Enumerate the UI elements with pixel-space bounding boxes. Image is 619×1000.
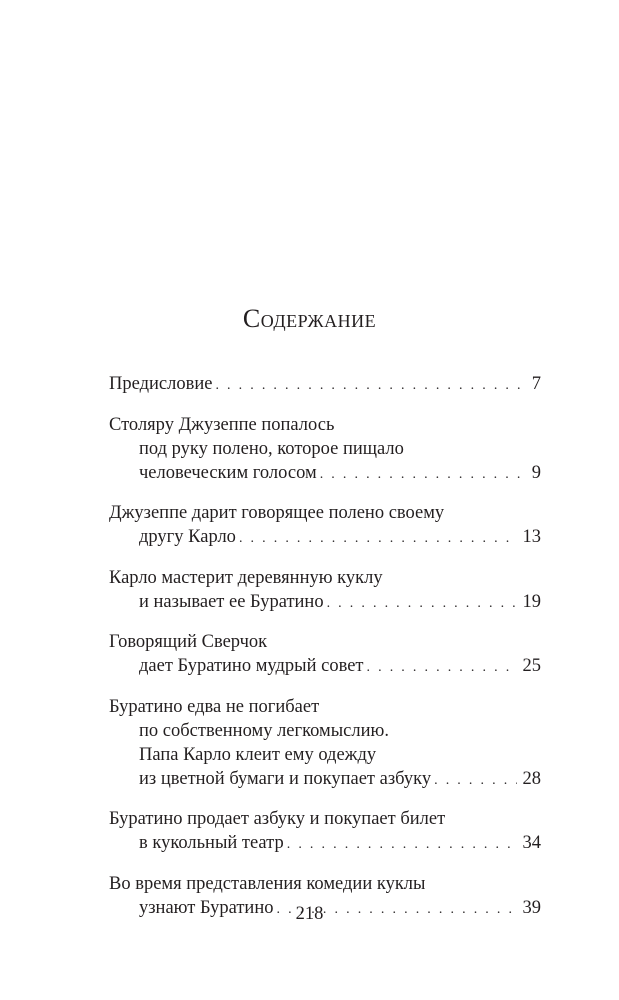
toc-line	[109, 743, 541, 767]
dot-leader	[320, 463, 526, 487]
toc-entry-text: из цветной бумаги и покупает азбуку	[139, 768, 432, 789]
toc-entry-text: Предисловие	[109, 374, 213, 394]
dot-leader	[367, 656, 517, 680]
toc-entry	[109, 807, 541, 855]
toc-line	[109, 566, 541, 590]
toc-line	[109, 767, 541, 791]
toc-page-number: 34	[522, 833, 541, 853]
toc-line	[109, 831, 541, 855]
toc-entry-text: Говорящий Сверчок	[109, 632, 268, 652]
toc-line	[109, 590, 541, 614]
toc-page-number: 13	[522, 527, 541, 547]
page-number: 218	[295, 904, 324, 924]
toc-line	[109, 461, 541, 485]
dot-leader	[215, 374, 525, 398]
toc-page-number: 25	[522, 656, 541, 676]
toc-line	[109, 525, 541, 549]
toc-entry	[109, 630, 541, 678]
toc-page-number: 39	[522, 897, 541, 918]
dot-leader	[327, 592, 517, 616]
toc-entry	[109, 695, 541, 791]
page-title: Содержание	[242, 304, 377, 333]
dot-leader	[239, 527, 517, 551]
toc-entry-text: Буратино едва не погибает	[109, 696, 320, 717]
toc-entry-text: человеческим голосом	[139, 462, 317, 483]
toc-page-number: 28	[522, 768, 541, 789]
toc-line	[109, 654, 541, 678]
toc-entry	[109, 372, 541, 396]
toc-entry-text: Папа Карло клеит ему одежду	[139, 744, 377, 765]
dot-leader	[287, 833, 517, 857]
toc-entry-text: Карло мастерит деревянную куклу	[109, 567, 383, 588]
toc-line	[109, 872, 541, 896]
toc-entry-text: Буратино продает азбуку и покупает билет	[109, 809, 446, 829]
toc-line	[109, 719, 541, 743]
toc-entry	[109, 566, 541, 614]
toc-line	[109, 413, 541, 437]
toc-entry	[109, 501, 541, 549]
toc-entry-text: дает Буратино мудрый совет	[139, 656, 364, 676]
toc-page-number: 9	[531, 462, 541, 483]
toc-line	[109, 807, 541, 831]
toc-entry-text: Джузеппе дарит говорящее полено своему	[109, 503, 445, 523]
toc-entry-text: Столяру Джузеппе попалось	[109, 414, 335, 435]
toc-entry-text: в кукольный театр	[139, 833, 284, 853]
dot-leader	[434, 769, 516, 793]
toc-page-number: 19	[522, 591, 541, 612]
toc-line	[109, 437, 541, 461]
toc-entry	[109, 413, 541, 485]
toc-page-number: 7	[531, 374, 541, 394]
table-of-contents	[109, 372, 541, 936]
toc-entry-text: и называет ее Буратино	[139, 591, 324, 612]
toc-line	[109, 501, 541, 525]
toc-line	[109, 630, 541, 654]
toc-entry-text: по собственному легкомыслию.	[139, 720, 389, 741]
toc-entry-text: под руку полено, которое пищало	[139, 438, 404, 459]
toc-entry-text: Во время представления комедии куклы	[109, 873, 426, 894]
toc-line	[109, 372, 541, 396]
toc-entry-text: другу Карло	[139, 527, 236, 547]
toc-entry-text: узнают Буратино	[139, 897, 274, 918]
toc-line	[109, 695, 541, 719]
